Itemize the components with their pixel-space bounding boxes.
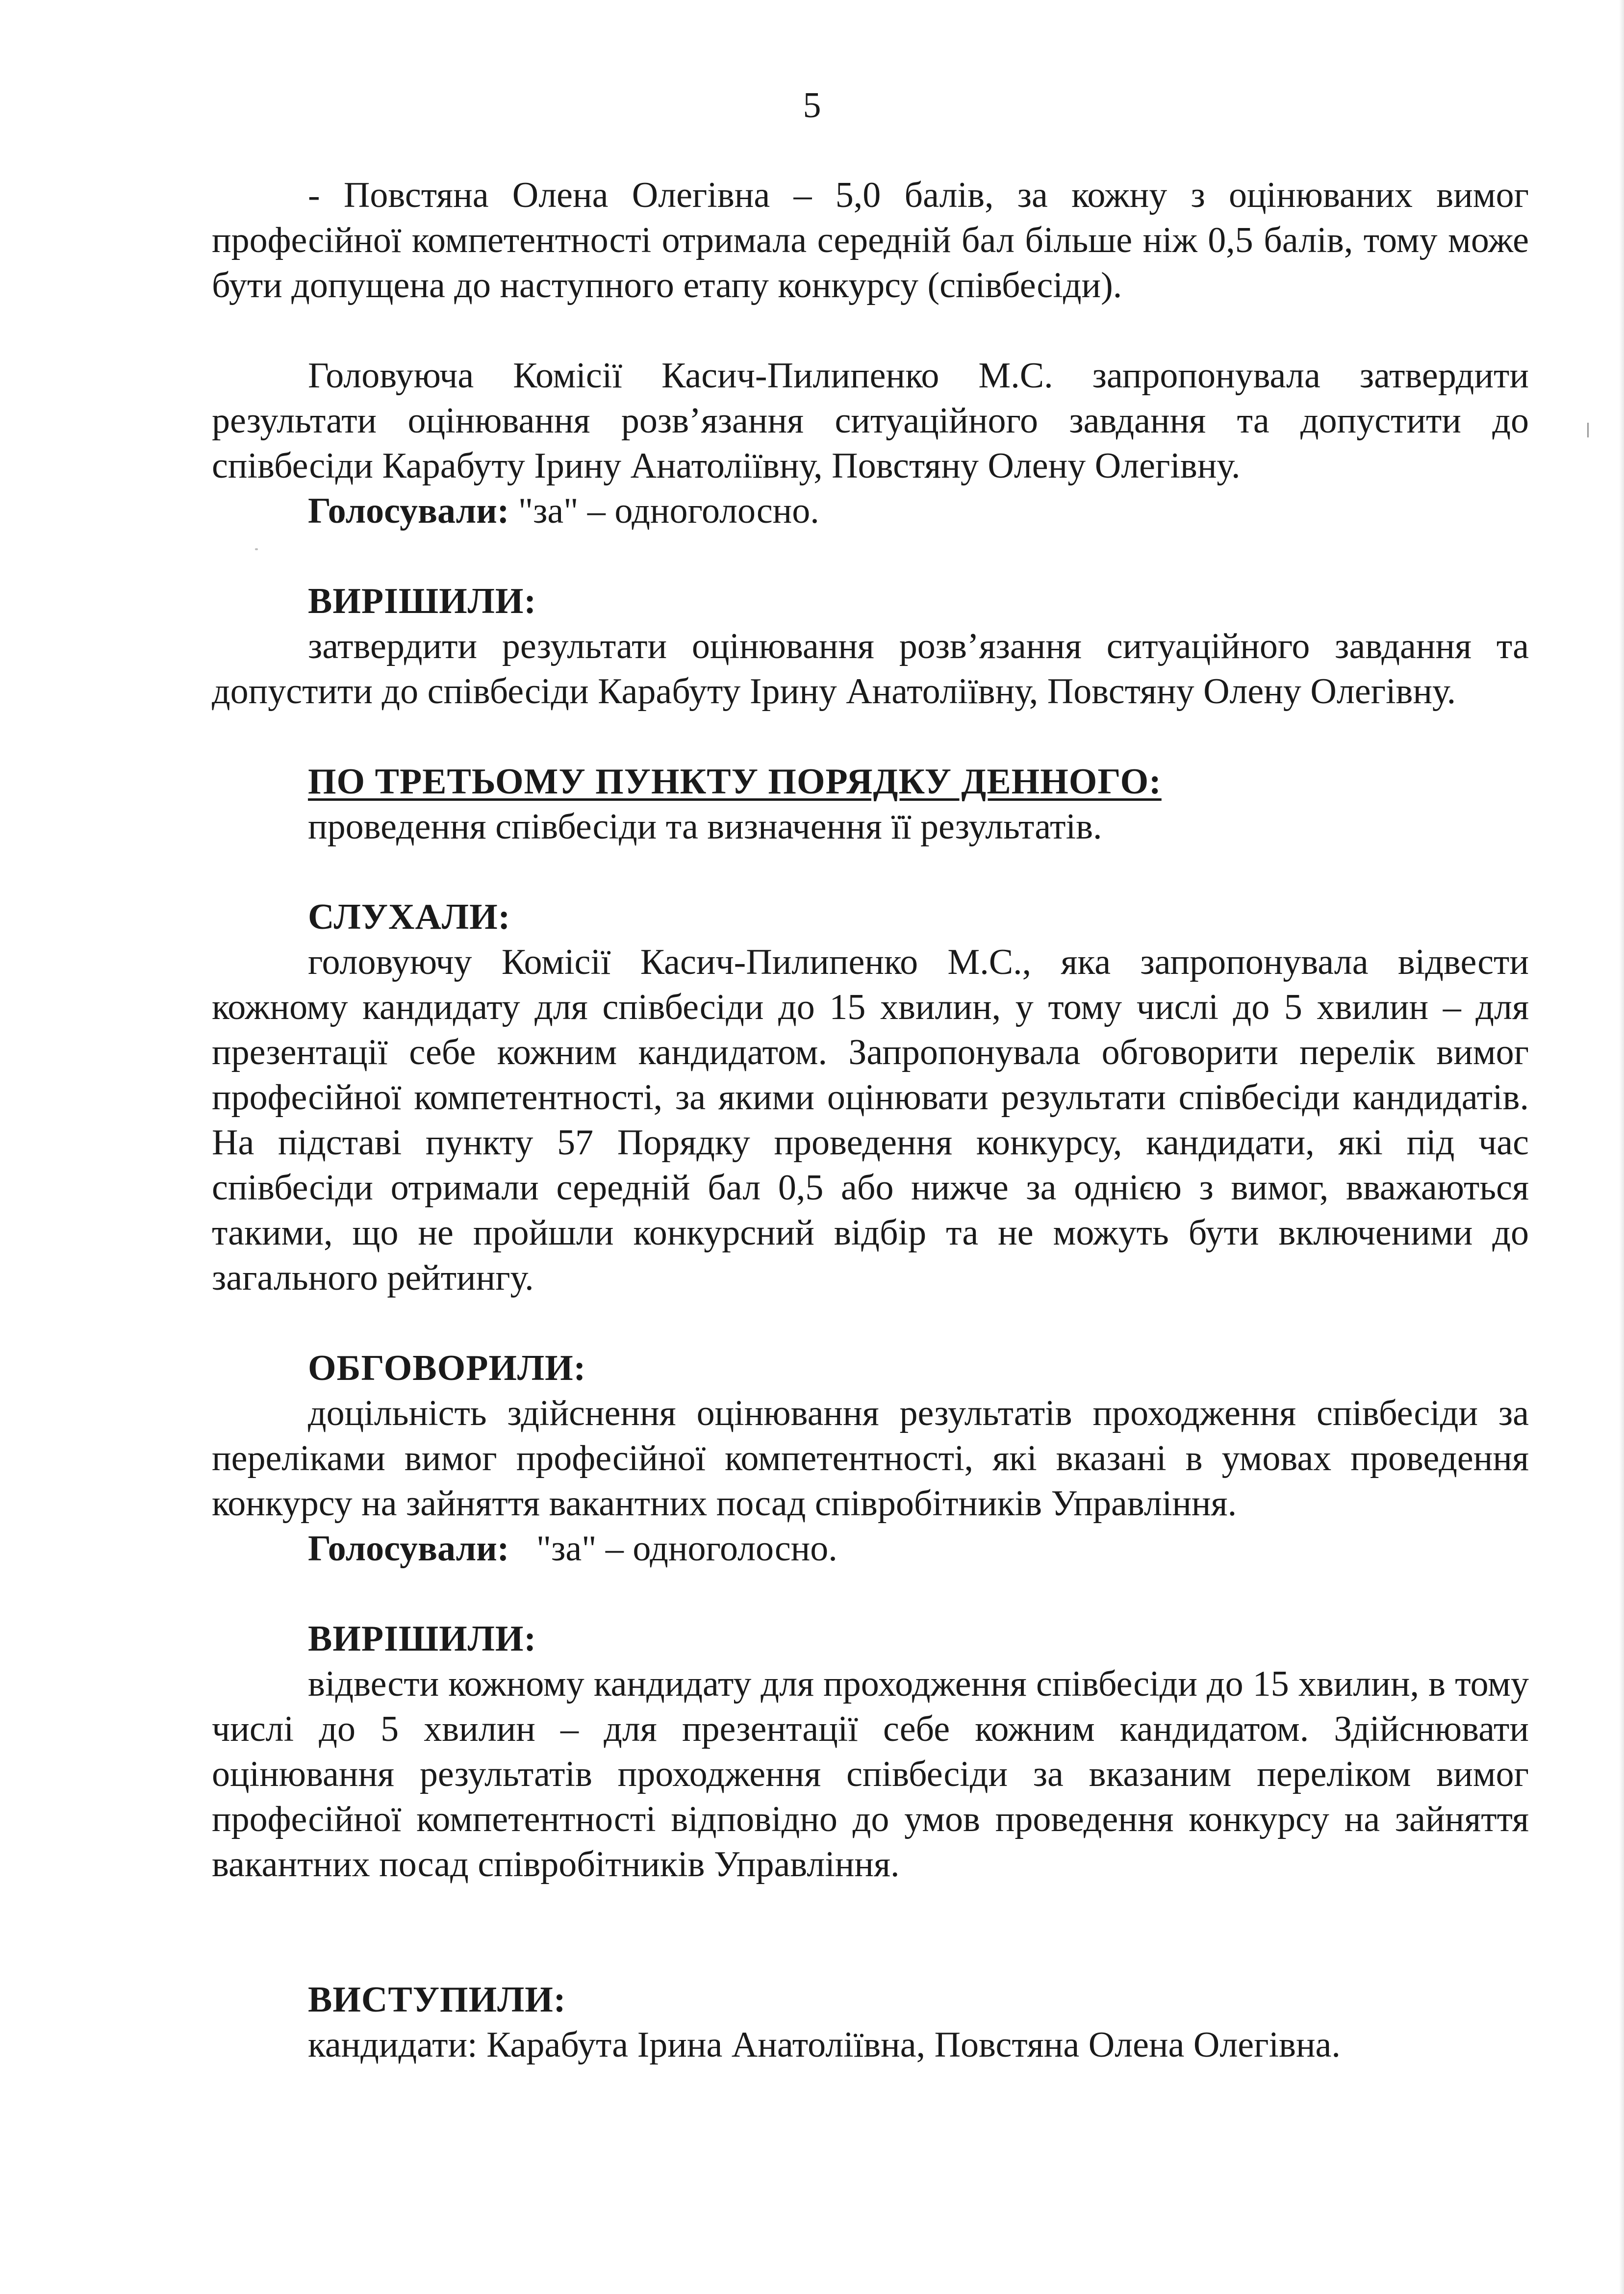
paragraph-resolution-1: затвердити результати оцінювання розв’язання ситуаційного завдання та допустити до співбесіди Карабуту Ірину Анатоліївну, Повстяну Олену Олегівну. [212,626,1529,712]
heading-agenda-item-3: ПО ТРЕТЬОМУ ПУНКТУ ПОРЯДКУ ДЕННОГО: [308,762,1162,802]
vote-result: "за" – одноголосно. [509,1529,837,1569]
paragraph-heard: головуючу Комісії Касич-Пилипенко М.С., яка запропонувала відвести кожному кандидату для співбесіди до 15 хвилин, у тому числі до 5 хвилин – для презентації себе кожним кандидатом. Запропонувала обговорити перелік вимог професійної компетентності, за якими оцінювати результати співбесіди кандидатів. На підставі пункту 57 Порядку проведення конкурсу, кандидати, які під час співбесіди отримали середній бал 0,5 або нижче за однією з вимог, вважаються такими, що не пройшли конкурсний відбір та не можуть бути включеними до загального рейтингу. [212,942,1529,1298]
paragraph-speakers: кандидати: Карабута Ірина Анатоліївна, Повстяна Олена Олегівна. [308,2025,1341,2065]
spacer [212,1571,1529,1616]
paragraph-resolution-2: відвести кожному кандидату для проходження співбесіди до 15 хвилин, в тому числі до 5 хвилин – для презентації себе кожним кандидатом. Здійснювати оцінювання результатів проходження співбесіди за вказаним переліком вимог професійної компетентності відповідно до умов проведення конкурсу на зайняття вакантних посад співробітників Управління. [212,1664,1529,1885]
heading-heard: СЛУХАЛИ: [308,897,511,937]
paragraph-agenda-item-3: проведення співбесіди та визначення її результатів. [308,807,1102,847]
paragraph-candidate-result: - Повстяна Олена Олегівна – 5,0 балів, за кожну з оцінюваних вимог професійної компетентності отримала середній бал більше ніж 0,5 балів, тому може бути допущена до наступного етапу конкурсу (співбесіди). [212,175,1529,306]
page-number: 5 [803,85,821,126]
vote-label: Голосували: [308,491,509,531]
heading-discussed: ОБГОВОРИЛИ: [308,1348,586,1388]
paragraph-chair-proposal: Головуюча Комісії Касич-Пилипенко М.С. запропонувала затвердити результати оцінювання розв’язання ситуаційного завдання та допустити до співбесіди Карабуту Ірину Анатоліївну, Повстяну Олену Олегівну. [212,356,1529,486]
document-body [212,173,1529,2067]
vote-result: "за" – одноголосно. [509,491,819,531]
spacer [212,1887,1529,1977]
heading-spoke: ВИСТУПИЛИ: [308,1980,566,2020]
vote-label: Голосували: [308,1529,509,1569]
vote-line-1 [212,488,1529,534]
spacer [212,714,1529,759]
paragraph-discussed: доцільність здійснення оцінювання результатів проходження співбесіди за переліками вимог професійної компетентності, які вказані в умовах проведення конкурсу на зайняття вакантних посад співробітників Управління. [212,1393,1529,1524]
scan-speck [255,548,258,550]
heading-resolved-1: ВИРІШИЛИ: [308,581,537,621]
spacer [212,308,1529,353]
scan-margin-mark [1587,423,1589,437]
scan-page-edge [1619,0,1624,2294]
vote-line-2 [212,1526,1529,1571]
spacer [212,534,1529,579]
spacer [212,849,1529,894]
spacer [212,1300,1529,1346]
heading-resolved-2: ВИРІШИЛИ: [308,1619,537,1659]
